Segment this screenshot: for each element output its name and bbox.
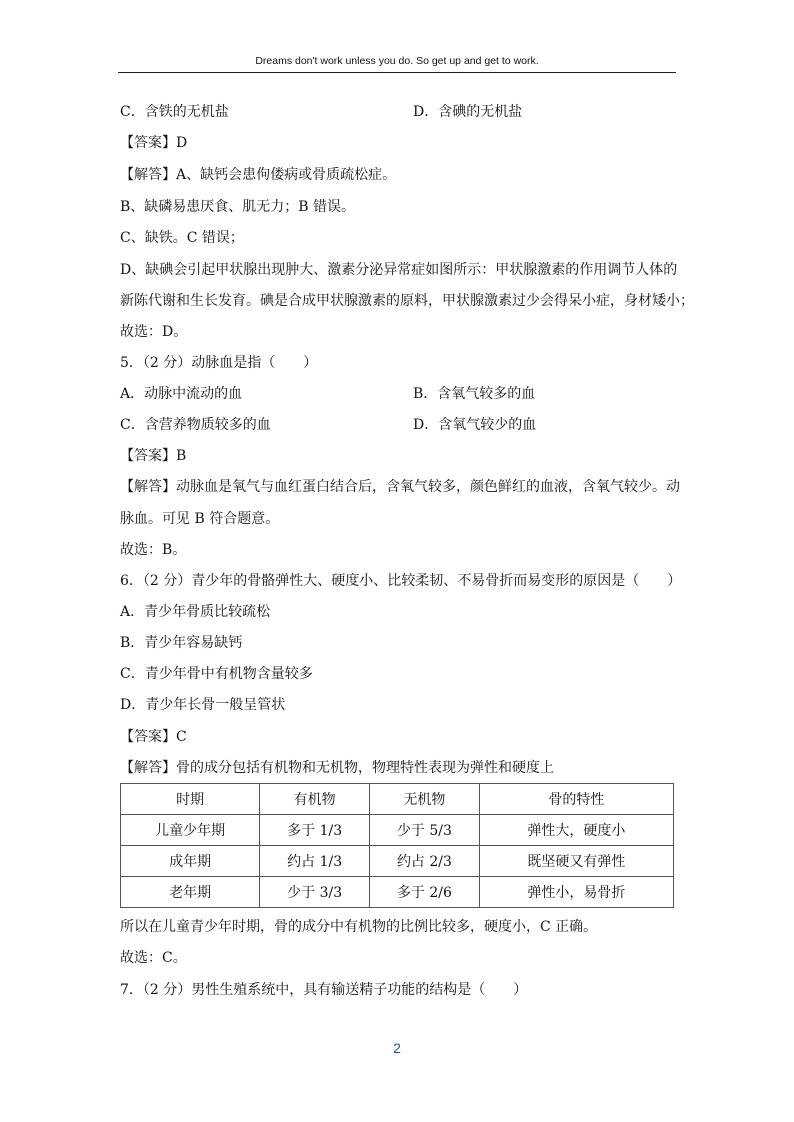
table-cell: 弹性小，易骨折 [479,877,673,908]
q4-explain-line: 【解答】A、缺钙会患佝偻病或骨质疏松症。 [120,167,397,183]
table-cell: 弹性大，硬度小 [479,815,673,846]
table-cell: 儿童少年期 [121,815,260,846]
q7-stem: 7．（2 分）男性生殖系统中，具有输送精子功能的结构是（ ） [120,982,528,998]
q6-option-c: C．青少年骨中有机物含量较多 [120,666,313,682]
page-header-motto: Dreams don't work unless you do. So get up and get to work. [255,55,539,67]
table-cell: 多于 1/3 [260,815,370,846]
table-cell: 少于 5/3 [370,815,480,846]
table-header-cell: 有机物 [260,784,370,815]
table-cell: 约占 2/3 [370,846,480,877]
q6-option-b: B．青少年容易缺钙 [120,635,243,651]
q5-stem: 5．（2 分）动脉血是指（ ） [120,355,318,371]
page-number: 2 [393,1040,401,1056]
q4-option-c: C．含铁的无机盐 [120,104,229,120]
q4-option-d: D．含碘的无机盐 [413,104,523,120]
q4-conclusion: 故选：D。 [120,324,188,340]
table-row [121,877,674,908]
q4-explain-line: 新陈代谢和生长发育。碘是合成甲状腺激素的原料，甲状腺激素过少会得呆小症，身材矮小； [120,293,694,309]
q5-answer: 【答案】B [120,448,187,464]
header-divider [118,72,676,73]
bone-composition-table [120,783,674,908]
table-cell: 约占 1/3 [260,846,370,877]
q5-option-d: D．含氧气较少的血 [413,417,537,433]
q4-explain-line: D、缺碘会引起甲状腺出现肿大、激素分泌异常症如图所示：甲状腺激素的作用调节人体的 [120,262,678,278]
table-header-row [121,784,674,815]
q6-stem: 6．（2 分）青少年的骨骼弹性大、硬度小、比较柔韧、不易骨折而易变形的原因是（ ） [120,573,682,589]
q4-explain-line: C、缺铁。C 错误； [120,230,244,246]
q5-option-b: B．含氧气较多的血 [413,386,536,402]
q6-conclusion: 故选：C。 [120,950,187,966]
table-cell: 既坚硬又有弹性 [479,846,673,877]
q6-option-a: A．青少年骨质比较疏松 [120,604,271,620]
q5-conclusion: 故选：B。 [120,542,187,558]
q6-option-d: D．青少年长骨一般呈管状 [120,697,286,713]
q4-explain-line: B、缺磷易患厌食、肌无力；B 错误。 [120,199,356,215]
q4-answer: 【答案】D [120,135,188,151]
table-header-cell: 时期 [121,784,260,815]
table-cell: 成年期 [121,846,260,877]
q5-option-a: A．动脉中流动的血 [120,386,243,402]
table-header-cell: 骨的特性 [479,784,673,815]
table-row [121,815,674,846]
q6-explain-after: 所以在儿童青少年时期，骨的成分中有机物的比例比较多，硬度小，C 正确。 [120,919,598,935]
q6-answer: 【答案】C [120,729,187,745]
table-row [121,846,674,877]
q5-option-c: C．含营养物质较多的血 [120,417,271,433]
table-cell: 少于 3/3 [260,877,370,908]
q5-explain-line: 脉血。可见 B 符合题意。 [120,511,280,527]
table-cell: 老年期 [121,877,260,908]
q6-explain-intro: 【解答】骨的成分包括有机物和无机物，物理特性表现为弹性和硬度上 [120,760,554,776]
q5-explain-line: 【解答】动脉血是氧气与血红蛋白结合后，含氧气较多，颜色鲜红的血液，含氧气较少。动 [120,479,680,495]
table-header-cell: 无机物 [370,784,480,815]
table-cell: 多于 2/6 [370,877,480,908]
